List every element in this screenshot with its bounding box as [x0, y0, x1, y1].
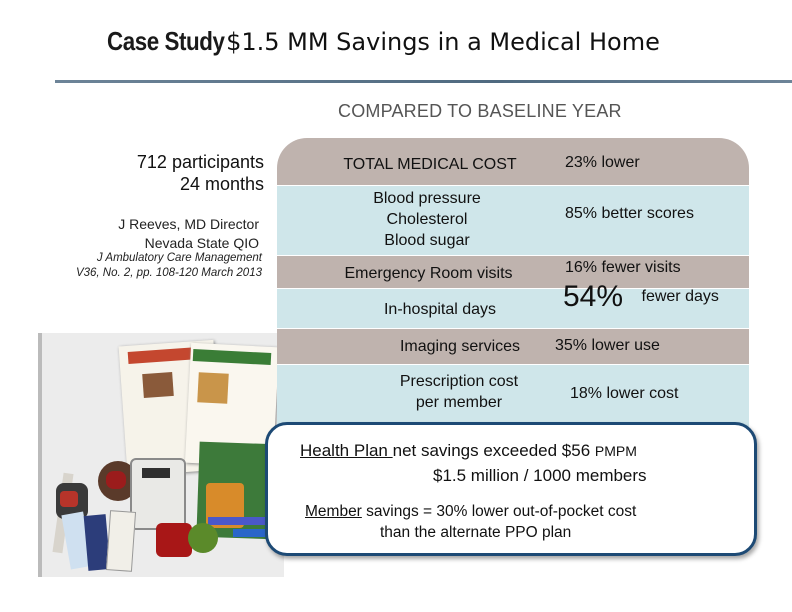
metric-blood-pressure: Blood pressure	[373, 190, 481, 207]
page-title	[107, 26, 660, 57]
metric-imaging: Imaging services	[399, 338, 521, 355]
title-label: Case Study	[107, 26, 225, 56]
member-savings-comparison: than the alternate PPO plan	[380, 524, 572, 541]
plan-unit: PMPM	[594, 443, 637, 459]
metric-biometrics	[318, 188, 536, 251]
value-biometrics: 85% better scores	[565, 205, 694, 222]
subheading: COMPARED TO BASELINE YEAR	[338, 101, 622, 121]
metric-er-visits: Emergency Room visits	[344, 265, 513, 282]
program-materials-collage	[38, 333, 284, 577]
metric-total-medical-cost: TOTAL MEDICAL COST	[343, 156, 517, 173]
journal-volume: V36, No. 2, pp. 108-120 March 2013	[75, 267, 262, 279]
title-text: $1.5 MM Savings in a Medical Home	[226, 28, 660, 56]
study-participants-block	[137, 151, 264, 195]
plan-savings-total: $1.5 million / 1000 members	[433, 466, 647, 485]
value-er-visits: 16% fewer visits	[565, 259, 681, 276]
value-hospital-days-label: fewer days	[641, 288, 719, 305]
metric-blood-sugar: Blood sugar	[384, 232, 470, 249]
author-line: J Reeves, MD Director	[118, 216, 259, 232]
value-hospital-days	[563, 280, 719, 313]
value-total-medical-cost: 23% lower	[565, 154, 640, 171]
member-savings-line	[305, 503, 636, 521]
participants-count: 712 participants	[136, 152, 264, 172]
study-author-block	[118, 215, 259, 253]
value-hospital-days-percent: 54%	[563, 280, 624, 313]
study-duration: 24 months	[179, 174, 264, 194]
journal-citation	[76, 251, 262, 281]
metric-prescription-cost: Prescription cost per member	[399, 373, 519, 411]
journal-name: J Ambulatory Care Management	[96, 252, 262, 264]
plan-savings-line	[300, 441, 637, 461]
metric-hospital-days: In-hospital days	[383, 301, 497, 318]
title-divider	[55, 80, 792, 83]
author-organization: Nevada State QIO	[144, 235, 259, 251]
member-savings-text: savings = 30% lower out-of-pocket cost	[361, 503, 637, 520]
plan-label: Health Plan	[300, 441, 393, 460]
member-label: Member	[305, 503, 362, 520]
value-prescription-cost: 18% lower cost	[570, 385, 679, 402]
plan-savings-text: net savings exceeded $56	[392, 441, 595, 460]
metric-cholesterol: Cholesterol	[386, 211, 468, 228]
value-imaging: 35% lower use	[555, 337, 660, 354]
